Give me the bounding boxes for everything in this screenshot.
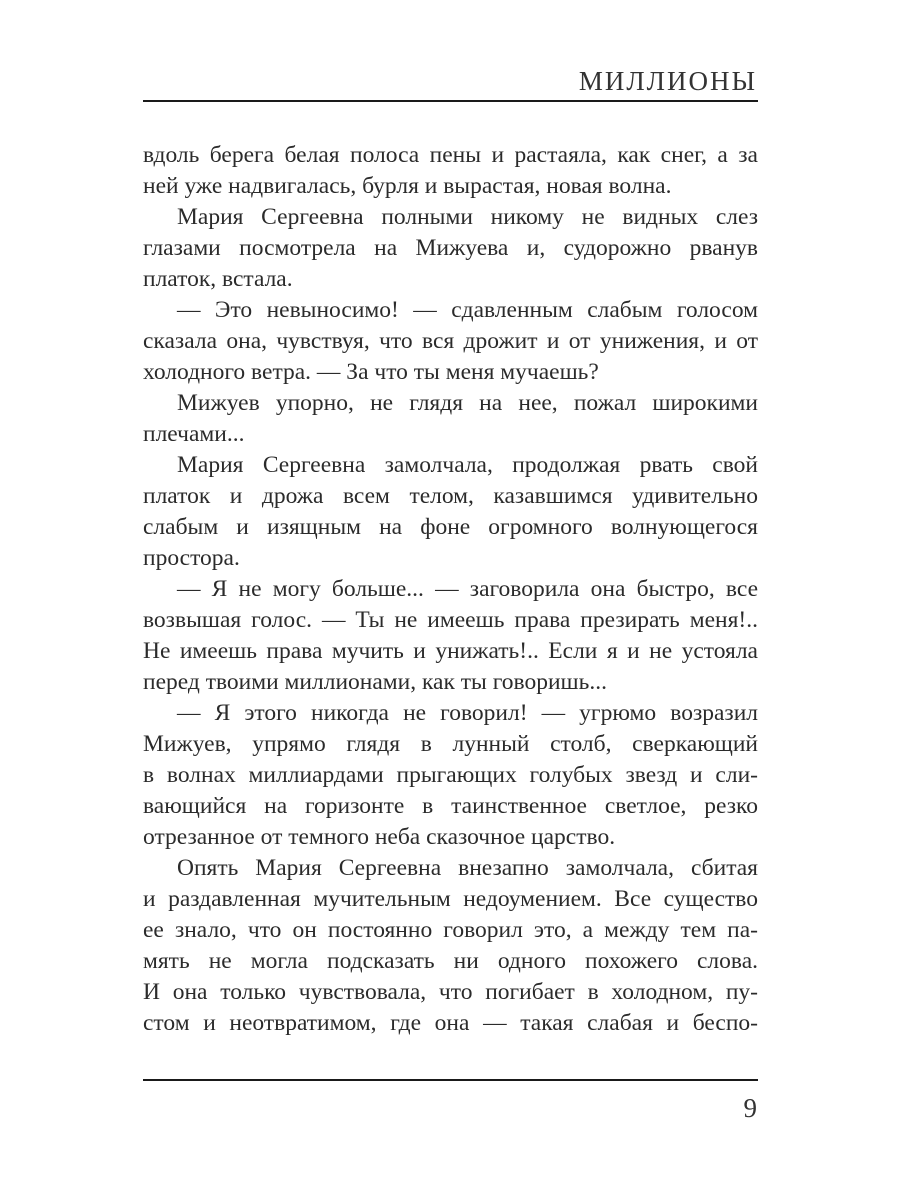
text-line: Мижуев упорно, не глядя на нее, пожал широкими xyxy=(177,390,758,416)
text-line: плечами... xyxy=(143,421,245,447)
text-line: и раздавленная мучительным недоумением. Все существо xyxy=(143,886,758,912)
text-line: Мария Сергеевна замолчала, продолжая рвать свой xyxy=(177,452,758,478)
text-line: сказала она, чувствуя, что вся дрожит и от унижения, и от xyxy=(143,328,758,354)
text-line: слабым и изящным на фоне огромного волнующегося xyxy=(143,514,758,540)
text-line: глазами посмотрела на Мижуева и, судорожно рванув xyxy=(143,235,758,261)
text-line: Не имеешь права мучить и унижать!.. Если я и не устояла xyxy=(143,638,758,664)
text-line: ней уже надвигалась, бурля и вырастая, новая волна. xyxy=(143,173,672,199)
text-line: мять не могла подсказать ни одного похожего слова. xyxy=(143,948,758,974)
text-line: ее знало, что он постоянно говорил это, а между тем па- xyxy=(143,917,758,943)
text-line: отрезанное от темного неба сказочное царство. xyxy=(143,824,616,850)
text-line: — Это невыносимо! — сдавленным слабым голосом xyxy=(177,297,758,323)
page-number: 9 xyxy=(743,1093,757,1123)
text-line: платок и дрожа всем телом, казавшимся удивительно xyxy=(143,483,758,509)
body-text xyxy=(143,140,758,1039)
text-line: Опять Мария Сергеевна внезапно замолчала, сбитая xyxy=(177,855,758,881)
text-line: простора. xyxy=(143,545,240,571)
text-line: Мижуев, упрямо глядя в лунный столб, сверкающий xyxy=(143,731,758,757)
footer-rule xyxy=(143,1079,758,1081)
text-line: вающийся на горизонте в таинственное светлое, резко xyxy=(143,793,758,819)
header-rule xyxy=(143,100,758,102)
running-title: МИЛЛИОНЫ xyxy=(578,66,757,96)
text-line: стом и неотвратимом, где она — такая слабая и беспо- xyxy=(143,1010,758,1036)
text-line: перед твоими миллионами, как ты говоришь... xyxy=(143,669,607,695)
text-line: возвышая голос. — Ты не имеешь права презирать меня!.. xyxy=(143,607,758,633)
text-line: — Я этого никогда не говорил! — угрюмо возразил xyxy=(177,700,758,726)
text-line: в волнах миллиардами прыгающих голубых звезд и сли- xyxy=(143,762,758,788)
text-line: холодного ветра. — За что ты меня мучаешь? xyxy=(143,359,599,385)
text-line: — Я не могу больше... — заговорила она быстро, все xyxy=(177,576,758,602)
text-line: И она только чувствовала, что погибает в холодном, пу- xyxy=(143,979,758,1005)
text-line: вдоль берега белая полоса пены и растаяла, как снег, а за xyxy=(143,142,758,168)
text-line: платок, встала. xyxy=(143,266,293,292)
text-line: Мария Сергеевна полными никому не видных слез xyxy=(177,204,758,230)
